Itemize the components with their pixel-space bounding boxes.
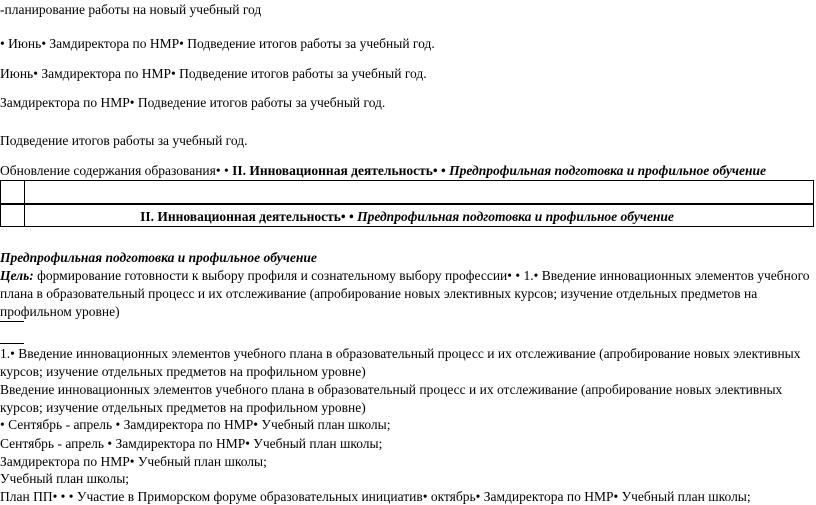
line-deputy-plan: Замдиректора по НМР• Учебный план школы;: [0, 454, 267, 469]
intro-paragraph-numbered: 1.• Введение инновационных элементов учебного плана в образовательный процесс и их отслеживание (апробирование новых элективных курсов; изучение отдельных предметов на профильном уровне): [0, 346, 801, 379]
innovation-heading: II. Инновационная деятельность• •: [140, 209, 358, 224]
goal-label: Цель:: [0, 268, 34, 283]
table-cell: [1, 181, 25, 204]
table-row-empty: [0, 180, 814, 205]
preprofile-heading: Предпрофильная подготовка и профильное обучение: [357, 209, 674, 224]
intro-paragraph: Введение инновационных элементов учебного плана в образовательный процесс и их отслеживание (апробирование новых элективных курсов; изучение отдельных предметов на профильном уровне): [0, 382, 783, 415]
divider: [0, 343, 24, 344]
divider: [0, 321, 24, 322]
line-content-update: [0, 163, 766, 179]
line-planning: -планирование работы на новый учебный год: [0, 2, 262, 17]
line-september: Сентябрь - апрель • Замдиректора по НМР• Учебный план школы;: [0, 436, 383, 451]
line-plan: Учебный план школы;: [0, 471, 130, 486]
table-row-heading: [0, 203, 814, 227]
innovation-heading: II. Инновационная деятельность• •: [232, 163, 450, 178]
line-june-full: • Июнь• Замдиректора по НМР• Подведение итогов работы за учебный год.: [0, 36, 435, 51]
line-summary: Подведение итогов работы за учебный год.: [0, 133, 248, 148]
preprofile-heading: Предпрофильная подготовка и профильное обучение: [449, 163, 766, 178]
goal-paragraph: [0, 267, 812, 321]
line-june: Июнь• Замдиректора по НМР• Подведение итогов работы за учебный год.: [0, 66, 427, 81]
line-deputy: Замдиректора по НМР• Подведение итогов работы за учебный год.: [0, 95, 386, 110]
section-title: Предпрофильная подготовка и профильное обучение: [0, 250, 317, 265]
line-pp-plan: План ПП• • • Участие в Приморском форуме образовательных инициатив• октябрь• Замдиректора по НМР• Учебный план школы;: [0, 489, 751, 504]
table-heading-text: [1, 209, 813, 225]
goal-text: формирование готовности к выбору профиля и сознательному выбору профессии• • 1.• Введение инновационных элементов учебного плана в образовательный процесс и их отслеживание (апробирование новых элективных курсов; изучение отдельных предметов на профильном уровне): [0, 268, 810, 319]
content-update-text: Обновление содержания образования• •: [0, 163, 233, 178]
line-september-full: • Сентябрь - апрель • Замдиректора по НМР• Учебный план школы;: [0, 417, 391, 432]
